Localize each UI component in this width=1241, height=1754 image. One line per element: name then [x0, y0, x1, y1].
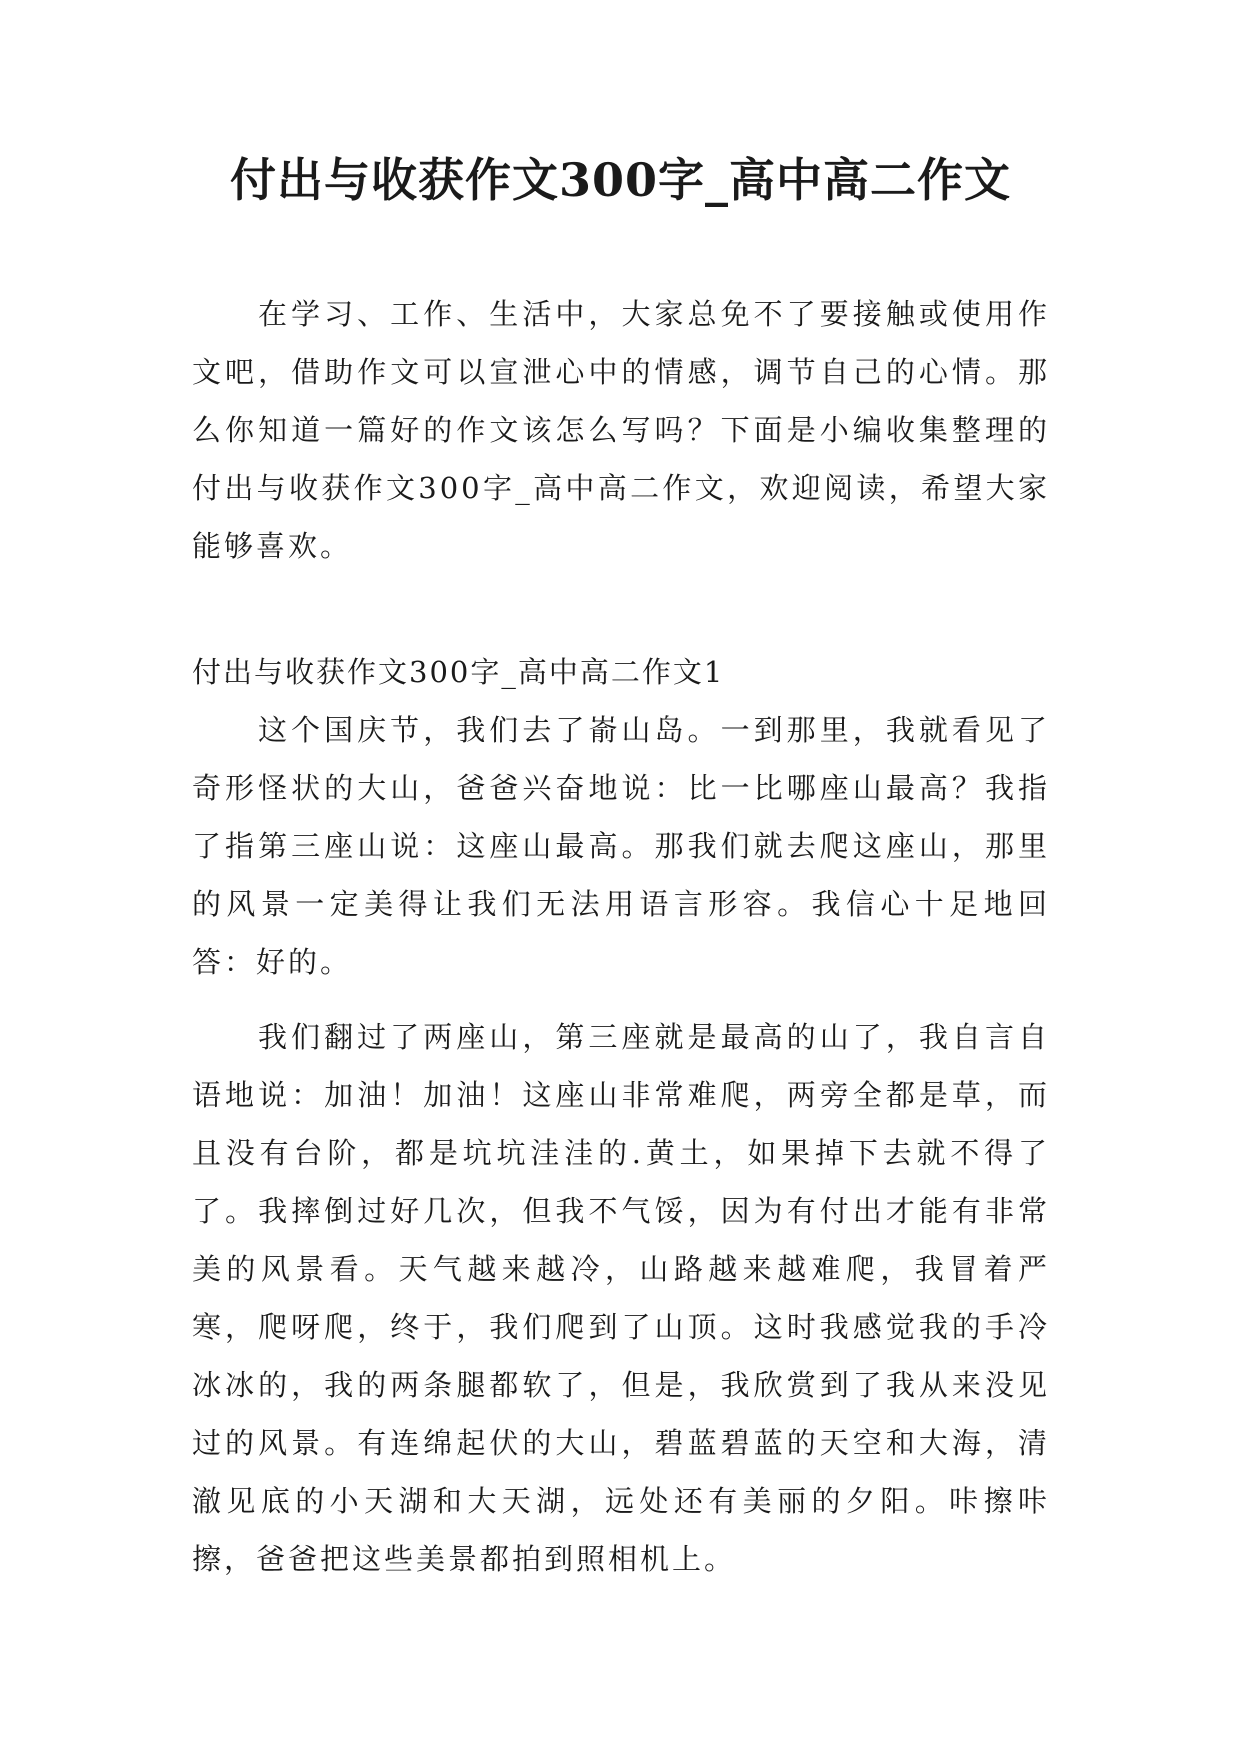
essay-paragraph-2-block: [192, 1008, 1050, 1588]
intro-paragraph: 在学习、工作、生活中，大家总免不了要接触或使用作文吧，借助作文可以宣泄心中的情感，调节自己的心情。那么你知道一篇好的作文该怎么写吗？下面是小编收集整理的付出与收获作文300字_高中高二作文，欢迎阅读，希望大家能够喜欢。: [192, 297, 1050, 563]
essay-paragraph-2: 我们翻过了两座山，第三座就是最高的山了，我自言自语地说：加油！加油！这座山非常难爬，两旁全都是草，而且没有台阶，都是坑坑洼洼的.黄土，如果掉下去就不得了了。我摔倒过好几次，但我不气馁，因为有付出才能有非常美的风景看。天气越来越冷，山路越来越难爬，我冒着严寒，爬呀爬，终于，我们爬到了山顶。这时我感觉我的手冷冰冰的，我的两条腿都软了，但是，我欣赏到了我从来没见过的风景。有连绵起伏的大山，碧蓝碧蓝的天空和大海，清澈见底的小天湖和大天湖，远处还有美丽的夕阳。咔擦咔擦，爸爸把这些美景都拍到照相机上。: [192, 1020, 1050, 1576]
essay-paragraph-1-block: [192, 701, 1050, 991]
section-heading: 付出与收获作文300字_高中高二作文1: [192, 655, 725, 689]
essay-paragraph-1: 这个国庆节，我们去了嵛山岛。一到那里，我就看见了奇形怪状的大山，爸爸兴奋地说：比一比哪座山最高？我指了指第三座山说：这座山最高。那我们就去爬这座山，那里的风景一定美得让我们无法用语言形容。我信心十足地回答：好的。: [192, 713, 1050, 979]
intro-block: [192, 285, 1050, 575]
document-title: 付出与收获作文300字_高中高二作文: [229, 153, 1012, 207]
